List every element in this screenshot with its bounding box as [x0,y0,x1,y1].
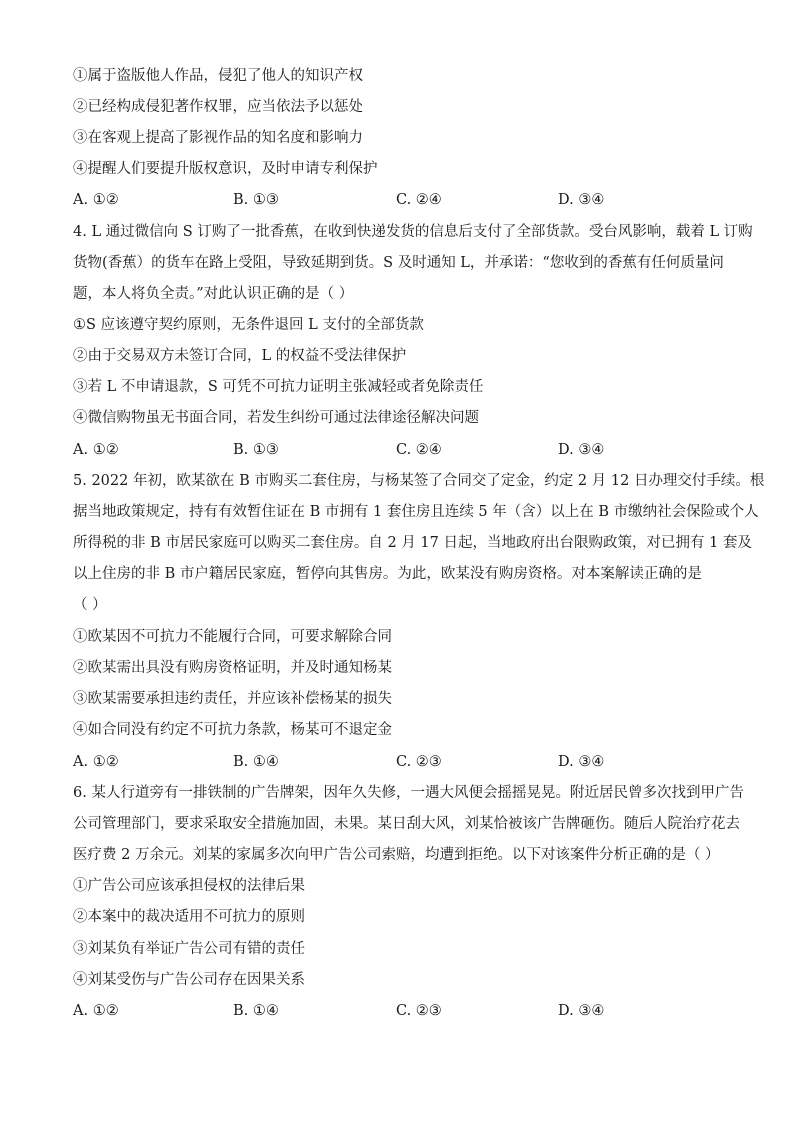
q3-options [73,190,733,210]
q6-option-c[interactable]: C. ②③ [396,1003,442,1019]
q6-item-3: ③刘某负有举证广告公司有错的责任 [73,941,305,957]
q6-option-d[interactable]: D. ③④ [558,1003,605,1019]
q4-stem-line-2: 货物(香蕉）的货车在路上受阻，导致延期到货。S 及时通知 L，并承诺：“您收到的香蕉有任何质量问 [73,255,724,271]
q5-stem-line-5: （ ） [73,597,107,613]
q6-stem-line-1: 6. 某人行道旁有一排铁制的广告牌架，因年久失修，一遇大风便会摇摇晃晃。附近居民曾多次找到甲广告 [73,785,744,801]
q5-stem-line-4: 以上住房的非 B 市户籍居民家庭，暂停向其售房。为此，欧某没有购房资格。对本案解读正确的是 [73,566,702,582]
q3-option-b[interactable]: B. ①③ [233,192,279,208]
q5-item-2: ②欧某需出具没有购房资格证明，并及时通知杨某 [73,660,392,676]
q5-stem-line-1: 5. 2022 年初，欧某欲在 B 市购买二套住房，与杨某签了合同交了定金，约定 2 月 12 日办理交付手续。根 [73,473,765,489]
q5-option-c[interactable]: C. ②③ [396,754,442,770]
q6-stem-line-2: 公司管理部门，要求采取安全措施加固，未果。某日刮大风，刘某恰被该广告牌砸伤。随后人院治疗花去 [73,816,740,832]
q6-options [73,1001,733,1021]
q4-stem-line-3: 题，本人将负全责。”对此认识正确的是（ ） [73,286,354,302]
q3-item-4: ④提醒人们要提升版权意识，及时申请专利保护 [73,161,378,177]
q6-item-4: ④刘某受伤与广告公司存在因果关系 [73,972,305,988]
q6-option-a[interactable]: A. ①② [73,1003,119,1019]
q5-option-d[interactable]: D. ③④ [558,754,605,770]
q5-stem-line-2: 据当地政策规定，持有有效暂住证在 B 市拥有 1 套住房且连续 5 年（含）以上在 B 市缴纳社会保险或个人 [73,504,759,520]
q4-item-4: ④微信购物虽无书面合同，若发生纠纷可通过法律途径解决问题 [73,410,479,426]
q3-item-1: ①属于盗版他人作品，侵犯了他人的知识产权 [73,68,363,84]
q6-item-1: ①广告公司应该承担侵权的法律后果 [73,878,305,894]
q4-option-b[interactable]: B. ①③ [233,442,279,458]
q4-item-1: ①S 应该遵守契约原则，无条件退回 L 支付的全部货款 [73,317,424,333]
q4-option-a[interactable]: A. ①② [73,442,119,458]
q5-option-b[interactable]: B. ①④ [233,754,279,770]
q3-option-d[interactable]: D. ③④ [558,192,605,208]
q5-stem-line-3: 所得税的非 B 市居民家庭可以购买二套住房。自 2 月 17 日起，当地政府出台限购政策，对已拥有 1 套及 [73,535,752,551]
q6-option-b[interactable]: B. ①④ [233,1003,279,1019]
q4-options [73,440,733,460]
q5-item-3: ③欧某需要承担违约责任，并应该补偿杨某的损失 [73,691,392,707]
q3-option-a[interactable]: A. ①② [73,192,119,208]
q5-item-4: ④如合同没有约定不可抗力条款，杨某可不退定金 [73,722,392,738]
q5-options [73,752,733,772]
q4-option-d[interactable]: D. ③④ [558,442,605,458]
q4-item-3: ③若 L 不申请退款，S 可凭不可抗力证明主张减轻或者免除责任 [73,379,484,395]
q5-item-1: ①欧某因不可抗力不能履行合同，可要求解除合同 [73,629,392,645]
q4-item-2: ②由于交易双方未签订合同，L 的权益不受法律保护 [73,348,407,364]
q5-option-a[interactable]: A. ①② [73,754,119,770]
q3-item-2: ②已经构成侵犯著作权罪，应当依法予以惩处 [73,99,363,115]
q3-item-3: ③在客观上提高了影视作品的知名度和影响力 [73,130,363,146]
q6-item-2: ②本案中的裁决适用不可抗力的原则 [73,909,305,925]
q4-option-c[interactable]: C. ②④ [396,442,442,458]
q3-option-c[interactable]: C. ②④ [396,192,442,208]
q4-stem-line-1: 4. L 通过微信向 S 订购了一批香蕉，在收到快递发货的信息后支付了全部货款。受台风影响，载着 L 订购 [73,224,753,240]
q6-stem-line-3: 医疗费 2 万余元。刘某的家属多次向甲广告公司索赔，均遭到拒绝。以下对该案件分析正确的是（ ） [73,847,720,863]
